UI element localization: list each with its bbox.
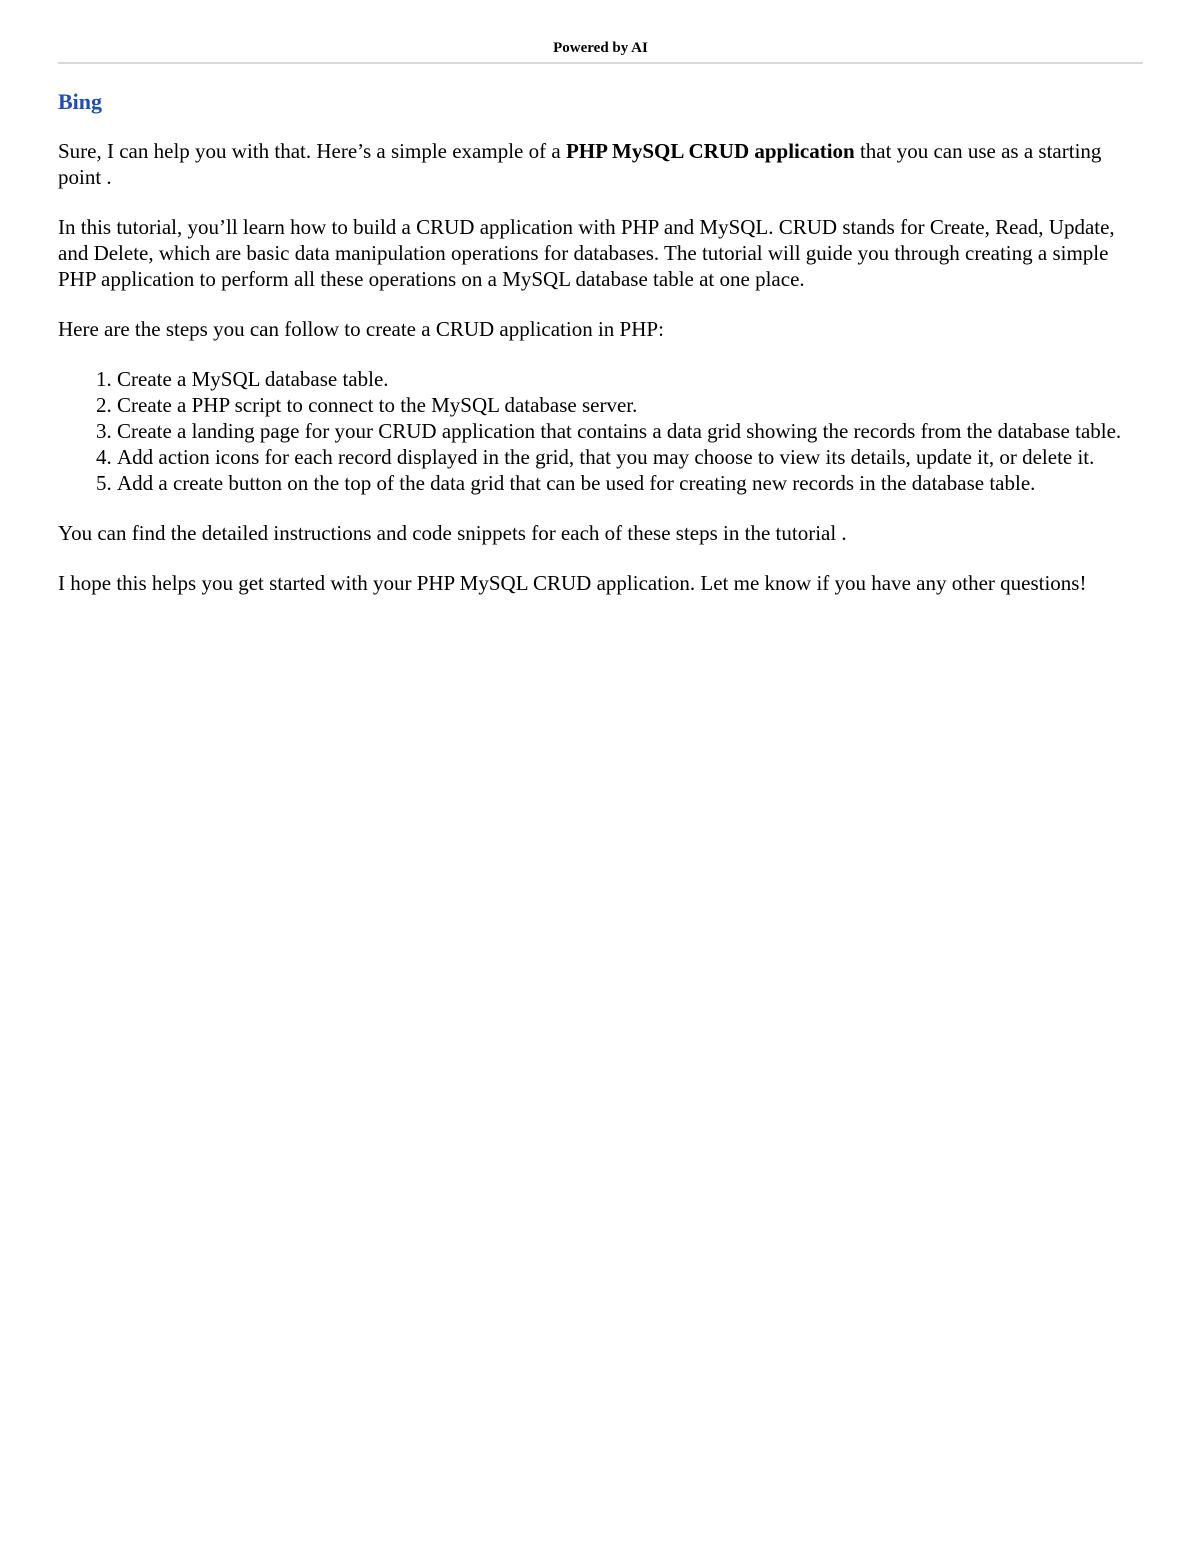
list-item: 4. Add action icons for each record displayed in the grid, that you may choose to view its details, update it, or delete it. [117, 444, 1143, 470]
tutorial-paragraph: In this tutorial, you’ll learn how to build a CRUD application with PHP and MySQL. CRUD stands for Create, Read, Update, and Delete, which are basic data manipulation operations for databases. The tutorial will guide you through creating a simple PHP application to perform all these operations on a MySQL database table at one place. [58, 215, 1115, 291]
list-item: 5. Add a create button on the top of the data grid that can be used for creating new records in the database table. [117, 470, 1143, 496]
page-header: Powered by AI [58, 38, 1143, 64]
closing-paragraph: I hope this helps you get started with your PHP MySQL CRUD application. Let me know if you have any other questions! [58, 571, 1087, 595]
intro-bold-text: PHP MySQL CRUD application [565, 139, 855, 163]
source-title: Bing [58, 89, 103, 114]
document-page [58, 38, 1143, 596]
steps-list [58, 366, 1143, 496]
list-item: 1. Create a MySQL database table. [117, 366, 1143, 392]
list-item: 2. Create a PHP script to connect to the MySQL database server. [117, 392, 1143, 418]
intro-text-before: Sure, I can help you with that. Here’s a simple example of a [58, 139, 566, 163]
list-item: 3. Create a landing page for your CRUD application that contains a data grid showing the records from the database table. [117, 418, 1143, 444]
steps-intro-paragraph: Here are the steps you can follow to create a CRUD application in PHP: [58, 317, 664, 341]
find-paragraph: You can find the detailed instructions and code snippets for each of these steps in the tutorial . [58, 521, 847, 545]
intro-text-after: that you can use as a starting point . [58, 139, 1102, 189]
intro-paragraph [58, 138, 1143, 190]
